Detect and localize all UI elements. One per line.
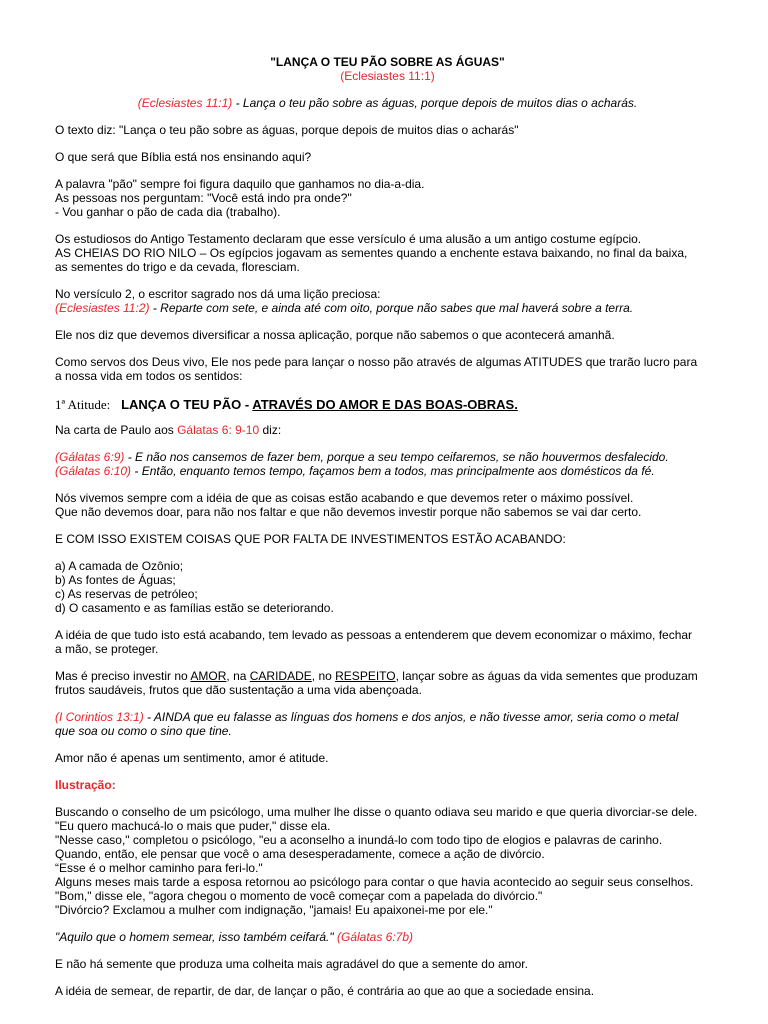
- attitude-label: 1ª Atitude:: [55, 397, 111, 412]
- paragraph-line: a nossa vida em todos os sentidos:: [55, 369, 243, 383]
- attitude-subtitle: ATRAVÉS DO AMOR E DAS BOAS-OBRAS.: [252, 397, 518, 412]
- paragraph: E não há semente que produza uma colheita mais agradável do que a semente do amor.: [55, 957, 528, 971]
- story-line: "Nesse caso," completou o psicólogo, "eu a aconselho a inundá-lo com todo tipo de elogios e palavras de carinho.: [55, 833, 663, 847]
- paragraph-line: As pessoas nos perguntam: "Você está indo pra onde?": [55, 191, 352, 205]
- paragraph: E COM ISSO EXISTEM COISAS QUE POR FALTA DE INVESTIMENTOS ESTÃO ACABANDO:: [55, 532, 566, 546]
- verse-text: - E não nos cansemos de fazer bem, porque a seu tempo ceifaremos, se não houvermos desfalecido.: [124, 450, 669, 464]
- verse-line: [55, 710, 720, 724]
- verse-line: [55, 464, 720, 478]
- quote-line: [55, 930, 720, 944]
- paragraph-line: [55, 669, 720, 683]
- verse-ref: (Gálatas 6:9): [55, 450, 125, 464]
- verse-line: [55, 450, 720, 464]
- verse-ref: (Gálatas 6:7b): [336, 930, 414, 944]
- paragraph: Ele nos diz que devemos diversificar a nossa aplicação, porque não sabemos o que acontecerá amanhã.: [55, 328, 615, 342]
- story-line: Alguns meses mais tarde a esposa retornou ao psicólogo para contar o que havia acontecido ao seguir seus conselhos.: [55, 875, 694, 889]
- verse-ref: Gálatas 6: 9-10: [177, 423, 260, 437]
- intro-verse: [55, 96, 720, 110]
- verse-text: - AINDA que eu falasse as línguas dos homens e dos anjos, e não tivesse amor, seria como o metal: [143, 710, 679, 724]
- verse-text: - Lança o teu pão sobre as águas, porque depois de muitos dias o acharás.: [232, 96, 638, 110]
- paragraph: O texto diz: "Lança o teu pão sobre as águas, porque depois de muitos dias o acharás": [55, 123, 519, 137]
- illustration-heading: Ilustração:: [55, 778, 116, 792]
- keyword-amor: AMOR: [190, 669, 227, 683]
- paragraph: [55, 423, 720, 437]
- paragraph-line: No versículo 2, o escritor sagrado nos dá uma lição preciosa:: [55, 287, 381, 301]
- verse-line: que soa ou como o sino que tine.: [55, 724, 232, 738]
- keyword-caridade: CARIDADE: [249, 669, 312, 683]
- text: Mas é preciso investir no: [55, 669, 191, 683]
- list-item: b) As fontes de Águas;: [55, 573, 176, 587]
- list-item: c) As reservas de petróleo;: [55, 587, 198, 601]
- quote-text: "Aquilo que o homem semear, isso também ceifará.": [55, 930, 337, 944]
- paragraph-line: A idéia de que tudo isto está acabando, tem levado as pessoas a entenderem que devem economizar o máximo, fechar: [55, 628, 693, 642]
- sermon-title: "LANÇA O TEU PÃO SOBRE AS ÁGUAS": [270, 55, 505, 69]
- text: , no: [311, 669, 336, 683]
- attitude-heading: [55, 396, 720, 414]
- document-body: [55, 55, 720, 998]
- text: Na carta de Paulo aos: [55, 423, 178, 437]
- verse-ref: (Eclesiastes 11:2): [55, 301, 150, 315]
- paragraph-line: Que não devemos doar, para não nos faltar e que não devemos investir porque não sabemos se vai dar certo.: [55, 505, 642, 519]
- text: , na: [226, 669, 250, 683]
- list-item: d) O casamento e as famílias estão se deteriorando.: [55, 601, 334, 615]
- verse-ref: (Gálatas 6:10): [55, 464, 132, 478]
- story-line: Quando, então, ele pensar que você o ama desesperadamente, comece a ação de divórcio.: [55, 847, 545, 861]
- story-line: Buscando o conselho de um psicólogo, uma mulher lhe disse o quanto odiava seu marido e que queria divorciar-se dele.: [55, 805, 698, 819]
- paragraph-line: Como servos dos Deus vivo, Ele nos pede para lançar o nosso pão através de algumas ATITUDES que trarão lucro para: [55, 355, 698, 369]
- paragraph-line: Os estudiosos do Antigo Testamento declaram que esse versículo é uma alusão a um antigo costume egípcio.: [55, 232, 642, 246]
- paragraph-line: as sementes do trigo e da cevada, floresciam.: [55, 260, 300, 274]
- sermon-subtitle: (Eclesiastes 11:1): [340, 69, 435, 83]
- list-item: a) A camada de Ozônio;: [55, 559, 184, 573]
- verse-ref: (I Corintios 13:1): [55, 710, 144, 724]
- attitude-main: LANÇA O TEU PÃO: [121, 397, 242, 412]
- verse-ref: (Eclesiastes 11:1): [137, 96, 233, 110]
- attitude-separator: -: [241, 397, 253, 412]
- story-line: “Esse é o melhor caminho para feri-lo.": [55, 861, 263, 875]
- paragraph-line: frutos saudáveis, frutos que dão sustentação a uma vida abençoada.: [55, 683, 422, 697]
- story-line: "Divórcio? Exclamou a mulher com indignação, "jamais! Eu apaixonei-me por ele.": [55, 903, 493, 917]
- verse-line: [55, 301, 720, 315]
- paragraph-line: a mão, se proteger.: [55, 642, 159, 656]
- text: diz:: [259, 423, 282, 437]
- text: , lançar sobre as águas da vida sementes que produzam: [395, 669, 698, 683]
- paragraph: A idéia de semear, de repartir, de dar, de lançar o pão, é contrária ao que ao que a sociedade ensina.: [55, 984, 595, 998]
- verse-text: - Então, enquanto temos tempo, façamos bem a todos, mas principalmente aos domésticos da fé.: [131, 464, 655, 478]
- paragraph-line: - Vou ganhar o pão de cada dia (trabalho).: [55, 205, 281, 219]
- paragraph-line: AS CHEIAS DO RIO NILO – Os egípcios jogavam as sementes quando a enchente estava baixando, no final da baixa,: [55, 246, 688, 260]
- story-line: "Bom," disse ele, "agora chegou o momento de você começar com a papelada do divórcio.": [55, 889, 543, 903]
- story-line: "Eu quero machucá-lo o mais que puder," disse ela.: [55, 819, 331, 833]
- paragraph-line: A palavra "pão" sempre foi figura daquilo que ganhamos no dia-a-dia.: [55, 177, 425, 191]
- paragraph-line: Nós vivemos sempre com a idéia de que as coisas estão acabando e que devemos reter o máximo possível.: [55, 491, 634, 505]
- paragraph: O que será que Bíblia está nos ensinando aqui?: [55, 150, 312, 164]
- paragraph: Amor não é apenas um sentimento, amor é atitude.: [55, 751, 329, 765]
- keyword-respeito: RESPEITO: [335, 669, 396, 683]
- verse-text: - Reparte com sete, e ainda até com oito, porque não sabes que mal haverá sobre a terra.: [149, 301, 634, 315]
